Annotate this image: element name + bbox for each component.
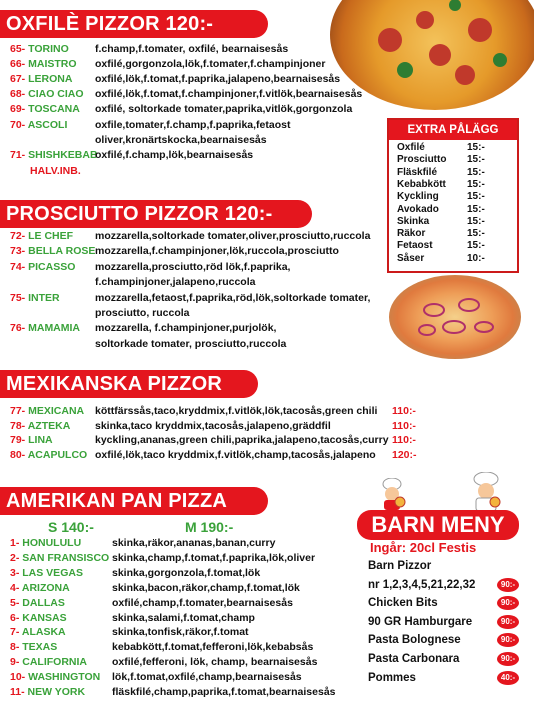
prosciutto-item-description: mozzarella,prosciutto,röd lök,f.paprika, [95, 260, 291, 273]
prosciutto-item-description: f.champinjoner,jalapeno,ruccola [95, 276, 256, 289]
mexikanska-row [10, 419, 416, 433]
amerikan-item-number: 2- [10, 551, 20, 564]
barn-menu-item: 90 GR Hamburgare [368, 615, 473, 628]
prosciutto-row [10, 291, 371, 305]
oxfile-row [10, 87, 363, 101]
mexikanska-item-name: LINA [28, 434, 53, 447]
oxfile-row [10, 118, 291, 132]
barn-menu-price-badge: 40:- [497, 671, 519, 685]
oxfile-row [10, 72, 341, 86]
mexikanska-row [10, 448, 417, 462]
amerikan-item-name: NEW YORK [27, 686, 86, 698]
barn-menu-price-badge: 90:- [497, 652, 519, 666]
oxfile-item-name: TORINO [28, 43, 69, 55]
amerikan-item-name: SAN FRANSISCO [22, 551, 110, 564]
amerikan-row [10, 640, 314, 654]
barn-menu-price-badge: 90:- [497, 596, 519, 610]
barn-menu-item: Pasta Carbonara [368, 653, 460, 665]
prosciutto-item-description: prosciutto, ruccola [95, 307, 190, 319]
prosciutto-item-number: 74- [10, 260, 26, 273]
amerikan-item-name: WASHINGTON [28, 671, 101, 684]
amerikan-row [10, 581, 300, 595]
extra-topping-price: 15:- [467, 203, 485, 215]
barn-menu-price-badge: 90:- [497, 615, 519, 629]
amerikan-row [10, 566, 261, 580]
prosciutto-item-name: LE CHEF [28, 230, 74, 242]
amerikan-item-name: ALASKA [21, 626, 66, 639]
amerikan-item-number: 5- [10, 596, 20, 609]
mexikanska-row [10, 433, 416, 447]
amerikan-item-name: CALIFORNIA [22, 656, 88, 669]
amerikan-item-description: skinka,bacon,räkor,champ,f.tomat,lök [112, 581, 300, 594]
amerikan-item-name: ARIZONA [21, 581, 70, 594]
amerikan-item-description: skinka,tonfisk,räkor,f.tomat [112, 626, 249, 639]
amerikan-item-number: 8- [10, 641, 20, 654]
prosciutto-item-number: 75- [10, 291, 26, 304]
prosciutto-item-name: PICASSO [28, 260, 76, 273]
prosciutto-item-description: mozzarella,f.champinjoner,lök,ruccola,prosciutto [95, 245, 339, 258]
amerikan-item-number: 4- [10, 581, 20, 594]
pizza-image-middle [389, 275, 521, 359]
amerikan-row [10, 611, 255, 625]
barn-menu-item: Barn Pizzor [368, 560, 432, 572]
extra-topping-name: Kebabkött [397, 178, 446, 190]
prosciutto-item-description: mozzarella,fetaost,f.paprika,röd,lök,soltorkade tomater, [95, 291, 371, 304]
amerikan-item-number: 10- [10, 671, 26, 684]
oxfile-section-title: OXFILÈ PIZZOR 120:- [0, 10, 268, 38]
oxfile-item-name: CIAO CIAO [28, 88, 84, 101]
extra-topping-price: 15:- [467, 240, 485, 252]
prosciutto-item-number: 72- [10, 230, 26, 242]
mexikanska-item-price: 120:- [392, 449, 417, 462]
amerikan-item-description: skinka,salami,f.tomat,champ [112, 611, 255, 624]
size-medium-label: M 190:- [185, 519, 234, 535]
mexikanska-item-description: kyckling,ananas,green chili,paprika,jalapeno,tacosås,curry [95, 434, 389, 447]
extra-topping-name: Såser [397, 252, 425, 264]
extra-topping-name: Oxfilé [397, 142, 425, 153]
amerikan-item-number: 7- [10, 626, 20, 639]
amerikan-row [10, 625, 249, 639]
mexikanska-item-number: 77- [10, 405, 26, 417]
amerikan-item-description: skinka,champ,f.tomat,f.paprika,lök,oliver [112, 551, 316, 564]
size-small-label: S 140:- [48, 519, 94, 535]
oxfile-row [10, 42, 289, 56]
mexikanska-item-name: AZTEKA [27, 419, 71, 432]
amerikan-item-name: HONULULU [22, 537, 82, 549]
extra-topping-price: 15:- [467, 215, 485, 227]
barn-menu-item: Pommes [368, 671, 416, 684]
extra-topping-name: Prosciutto [397, 154, 447, 166]
amerikan-row [10, 596, 293, 610]
amerikan-item-number: 6- [10, 611, 20, 624]
amerikan-item-name: LAS VEGAS [22, 566, 83, 579]
amerikan-item-description: kebabkött,f.tomat,fefferoni,lök,kebabsås [112, 641, 314, 654]
oxfile-item-number: 68- [10, 88, 26, 101]
oxfile-item-description: oliver,kronärtskocka,bearnaisesås [95, 133, 267, 146]
mexikanska-item-number: 78- [10, 419, 26, 432]
extra-topping-name: Avokado [397, 203, 439, 215]
oxfile-item-name: ASCOLI [27, 118, 68, 131]
amerikan-item-number: 11- [10, 686, 25, 698]
prosciutto-item-number: 76- [10, 322, 26, 335]
prosciutto-item-description: soltorkade tomater, prosciutto,ruccola [95, 337, 287, 350]
oxfile-item-description: oxfilé,lök,f.tomat,f.champinjoner,f.vitlök,bearnaisesås [95, 88, 363, 101]
amerikan-row [10, 670, 302, 684]
mexikanska-item-name: MEXICANA [28, 405, 85, 417]
extra-topping-price: 15:- [467, 191, 485, 203]
extra-topping-price: 15:- [467, 178, 485, 190]
amerikan-item-description: fläskfilé,champ,paprika,f.tomat,bearnaisesås [112, 686, 336, 698]
mexikanska-item-description: köttfärssås,taco,kryddmix,f.vitlök,lök,tacosås,green chili [95, 405, 378, 417]
amerikan-item-name: DALLAS [22, 596, 65, 609]
extra-topping-price: 15:- [467, 154, 485, 166]
oxfile-item-number: 70- [10, 118, 26, 131]
prosciutto-row [10, 229, 371, 243]
oxfile-item-number: 71- [10, 148, 26, 161]
oxfile-item-description: oxfilé,f.champ,lök,bearnaisesås [95, 148, 254, 161]
amerikan-item-description: skinka,räkor,ananas,banan,curry [112, 537, 276, 549]
extra-toppings-title: EXTRA PÅLÄGG [389, 120, 517, 140]
barn-menu-price-badge: 90:- [497, 633, 519, 647]
amerikan-item-description: oxfilé,fefferoni, lök, champ, bearnaisesås [112, 656, 318, 669]
amerikan-item-name: KANSAS [22, 611, 67, 624]
amerikan-item-description: skinka,gorgonzola,f.tomat,lök [112, 566, 261, 579]
oxfile-item-name: MAISTRO [28, 58, 77, 71]
barn-meny-subtitle: Ingår: 20cl Festis [370, 540, 477, 555]
prosciutto-item-description: mozzarella,soltorkade tomater,oliver,prosciutto,ruccola [95, 230, 371, 242]
oxfile-item-description: f.champ,f.tomater, oxfilé, bearnaisesås [95, 43, 289, 55]
extra-toppings-box [387, 118, 519, 273]
oxfile-item-description: oxfilé,lök,f.tomat,f.paprika,jalapeno,bearnaisesås [95, 73, 341, 86]
amerikan-row [10, 685, 336, 699]
amerikan-item-number: 9- [10, 656, 20, 669]
amerikan-row [10, 655, 318, 669]
oxfile-item-name: TOSCANA [28, 103, 80, 116]
mexikanska-item-number: 80- [10, 449, 26, 462]
extra-topping-price: 15:- [467, 142, 485, 153]
mexikanska-item-name: ACAPULCO [27, 449, 88, 462]
mexikanska-item-description: oxfilé,lök,taco kryddmix,f.vitlök,champ,tacosås,jalapeno [95, 449, 376, 462]
oxfile-item-number: 65- [10, 43, 26, 55]
mexikanska-row [10, 404, 416, 418]
prosciutto-item-name: MAMAMIA [28, 322, 81, 335]
extra-topping-price: 15:- [467, 228, 485, 240]
prosciutto-row [10, 244, 339, 258]
extra-topping-name: Kyckling [397, 191, 439, 203]
mexikanska-section-title: MEXIKANSKA PIZZOR [0, 370, 258, 398]
barn-meny-title: BARN MENY [357, 510, 519, 540]
oxfile-item-description: oxfilé,gorgonzola,lök,f.tomater,f.champinjoner [95, 58, 326, 71]
prosciutto-item-name: INTER [28, 291, 60, 304]
barn-menu-item: nr 1,2,3,4,5,21,22,32 [368, 578, 476, 591]
oxfile-item-name: SHISHKEBAB [28, 148, 98, 161]
mexikanska-item-description: skinka,taco kryddmix,tacosås,jalapeno,gräddfil [95, 419, 331, 432]
oxfile-item-description: oxfilé, soltorkade tomater,paprika,vitlök,gorgonzola [95, 103, 353, 116]
barn-menu-item: Chicken Bits [368, 597, 438, 610]
extra-topping-name: Skinka [397, 215, 430, 227]
extra-topping-price: 15:- [467, 166, 485, 178]
prosciutto-row [10, 260, 291, 274]
oxfile-item-number: 66- [10, 58, 26, 71]
oxfile-item-name: LERONA [28, 73, 73, 86]
amerikan-item-description: oxfilé,champ,f.tomater,bearnaisesås [112, 596, 293, 609]
amerikan-row [10, 536, 276, 550]
amerikan-item-number: 1- [10, 537, 20, 549]
shishkebab-subtitle: HALV.INB. [30, 165, 81, 177]
prosciutto-item-description: mozzarella, f.champinjoner,purjolök, [95, 322, 277, 335]
mexikanska-item-price: 110:- [392, 405, 416, 417]
prosciutto-section-title: PROSCIUTTO PIZZOR 120:- [0, 200, 312, 228]
amerikan-item-name: TEXAS [22, 641, 58, 654]
amerikan-item-description: lök,f.tomat,oxfilé,champ,bearnaisesås [112, 671, 302, 684]
amerikan-section-title: AMERIKAN PAN PIZZA [0, 487, 268, 515]
extra-topping-name: Fetaost [397, 240, 433, 252]
amerikan-row [10, 551, 316, 565]
prosciutto-item-name: BELLA ROSE [28, 245, 96, 258]
oxfile-item-description: oxfile,tomater,f.champ,f.paprika,fetaost [95, 118, 291, 131]
oxfile-row [10, 102, 353, 116]
oxfile-row [10, 148, 254, 162]
oxfile-item-number: 69- [10, 103, 26, 116]
prosciutto-row [10, 321, 277, 335]
barn-menu-item: Pasta Bolognese [368, 634, 461, 647]
extra-topping-price: 10:- [467, 252, 485, 264]
prosciutto-item-number: 73- [10, 245, 26, 258]
extra-topping-name: Räkor [397, 228, 426, 240]
amerikan-item-number: 3- [10, 566, 20, 579]
oxfile-item-number: 67- [10, 73, 26, 86]
oxfile-row [10, 57, 326, 71]
mexikanska-item-number: 79- [10, 434, 26, 447]
barn-menu-price-badge: 90:- [497, 578, 519, 592]
extra-topping-name: Fläskfilé [397, 166, 438, 178]
mexikanska-item-price: 110:- [392, 419, 416, 432]
mexikanska-item-price: 110:- [392, 434, 416, 447]
